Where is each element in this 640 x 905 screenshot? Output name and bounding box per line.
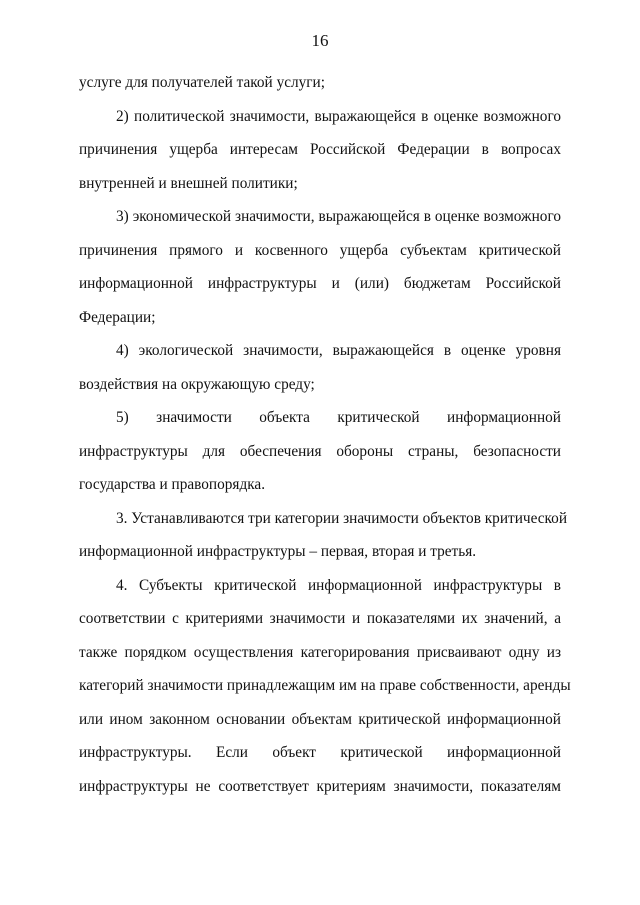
text-line: причинения ущерба интересам Российской Федерации в вопросах (79, 141, 561, 158)
text-line: 3) экономической значимости, выражающейся в оценке возможного (116, 208, 561, 225)
text-line: государства и правопорядка. (79, 476, 266, 493)
text-line: внутренней и внешней политики; (79, 174, 298, 192)
text-line: также порядком осуществления категорирования присваивают одну из (79, 643, 561, 661)
text-line: 4. Субъекты критической информационной инфраструктуры в (116, 576, 561, 594)
document-body (79, 66, 571, 803)
text-line: информационной инфраструктуры – первая, вторая и третья. (79, 543, 477, 560)
text-line: услуге для получателей такой услуги; (79, 74, 325, 91)
text-line: 3. Устанавливаются три категории значимости объектов критической (116, 509, 568, 527)
page-number: 16 (311, 31, 329, 50)
text-line: категорий значимости принадлежащим им на праве собственности, аренды (79, 677, 571, 694)
text-line: Федерации; (79, 308, 156, 326)
text-line: воздействия на окружающую среду; (79, 375, 315, 393)
text-line: 2) политической значимости, выражающейся в оценке возможного (116, 107, 561, 125)
text-line: инфраструктуры для обеспечения обороны страны, безопасности (79, 442, 561, 460)
text-line: причинения прямого и косвенного ущерба субъектам критической (79, 241, 561, 259)
text-line: инфраструктуры не соответствует критериям значимости, показателям (79, 777, 561, 795)
text-line: или ином законном основании объектам критической информационной (79, 710, 561, 728)
text-line: инфраструктуры. Если объект критической информационной (79, 744, 561, 761)
text-line: 5) значимости объекта критической информационной (116, 409, 561, 426)
text-line: 4) экологической значимости, выражающейся в оценке уровня (116, 342, 561, 359)
text-line: соответствии с критериями значимости и показателями их значений, а (79, 610, 561, 627)
text-line: информационной инфраструктуры и (или) бюджетам Российской (79, 275, 561, 292)
